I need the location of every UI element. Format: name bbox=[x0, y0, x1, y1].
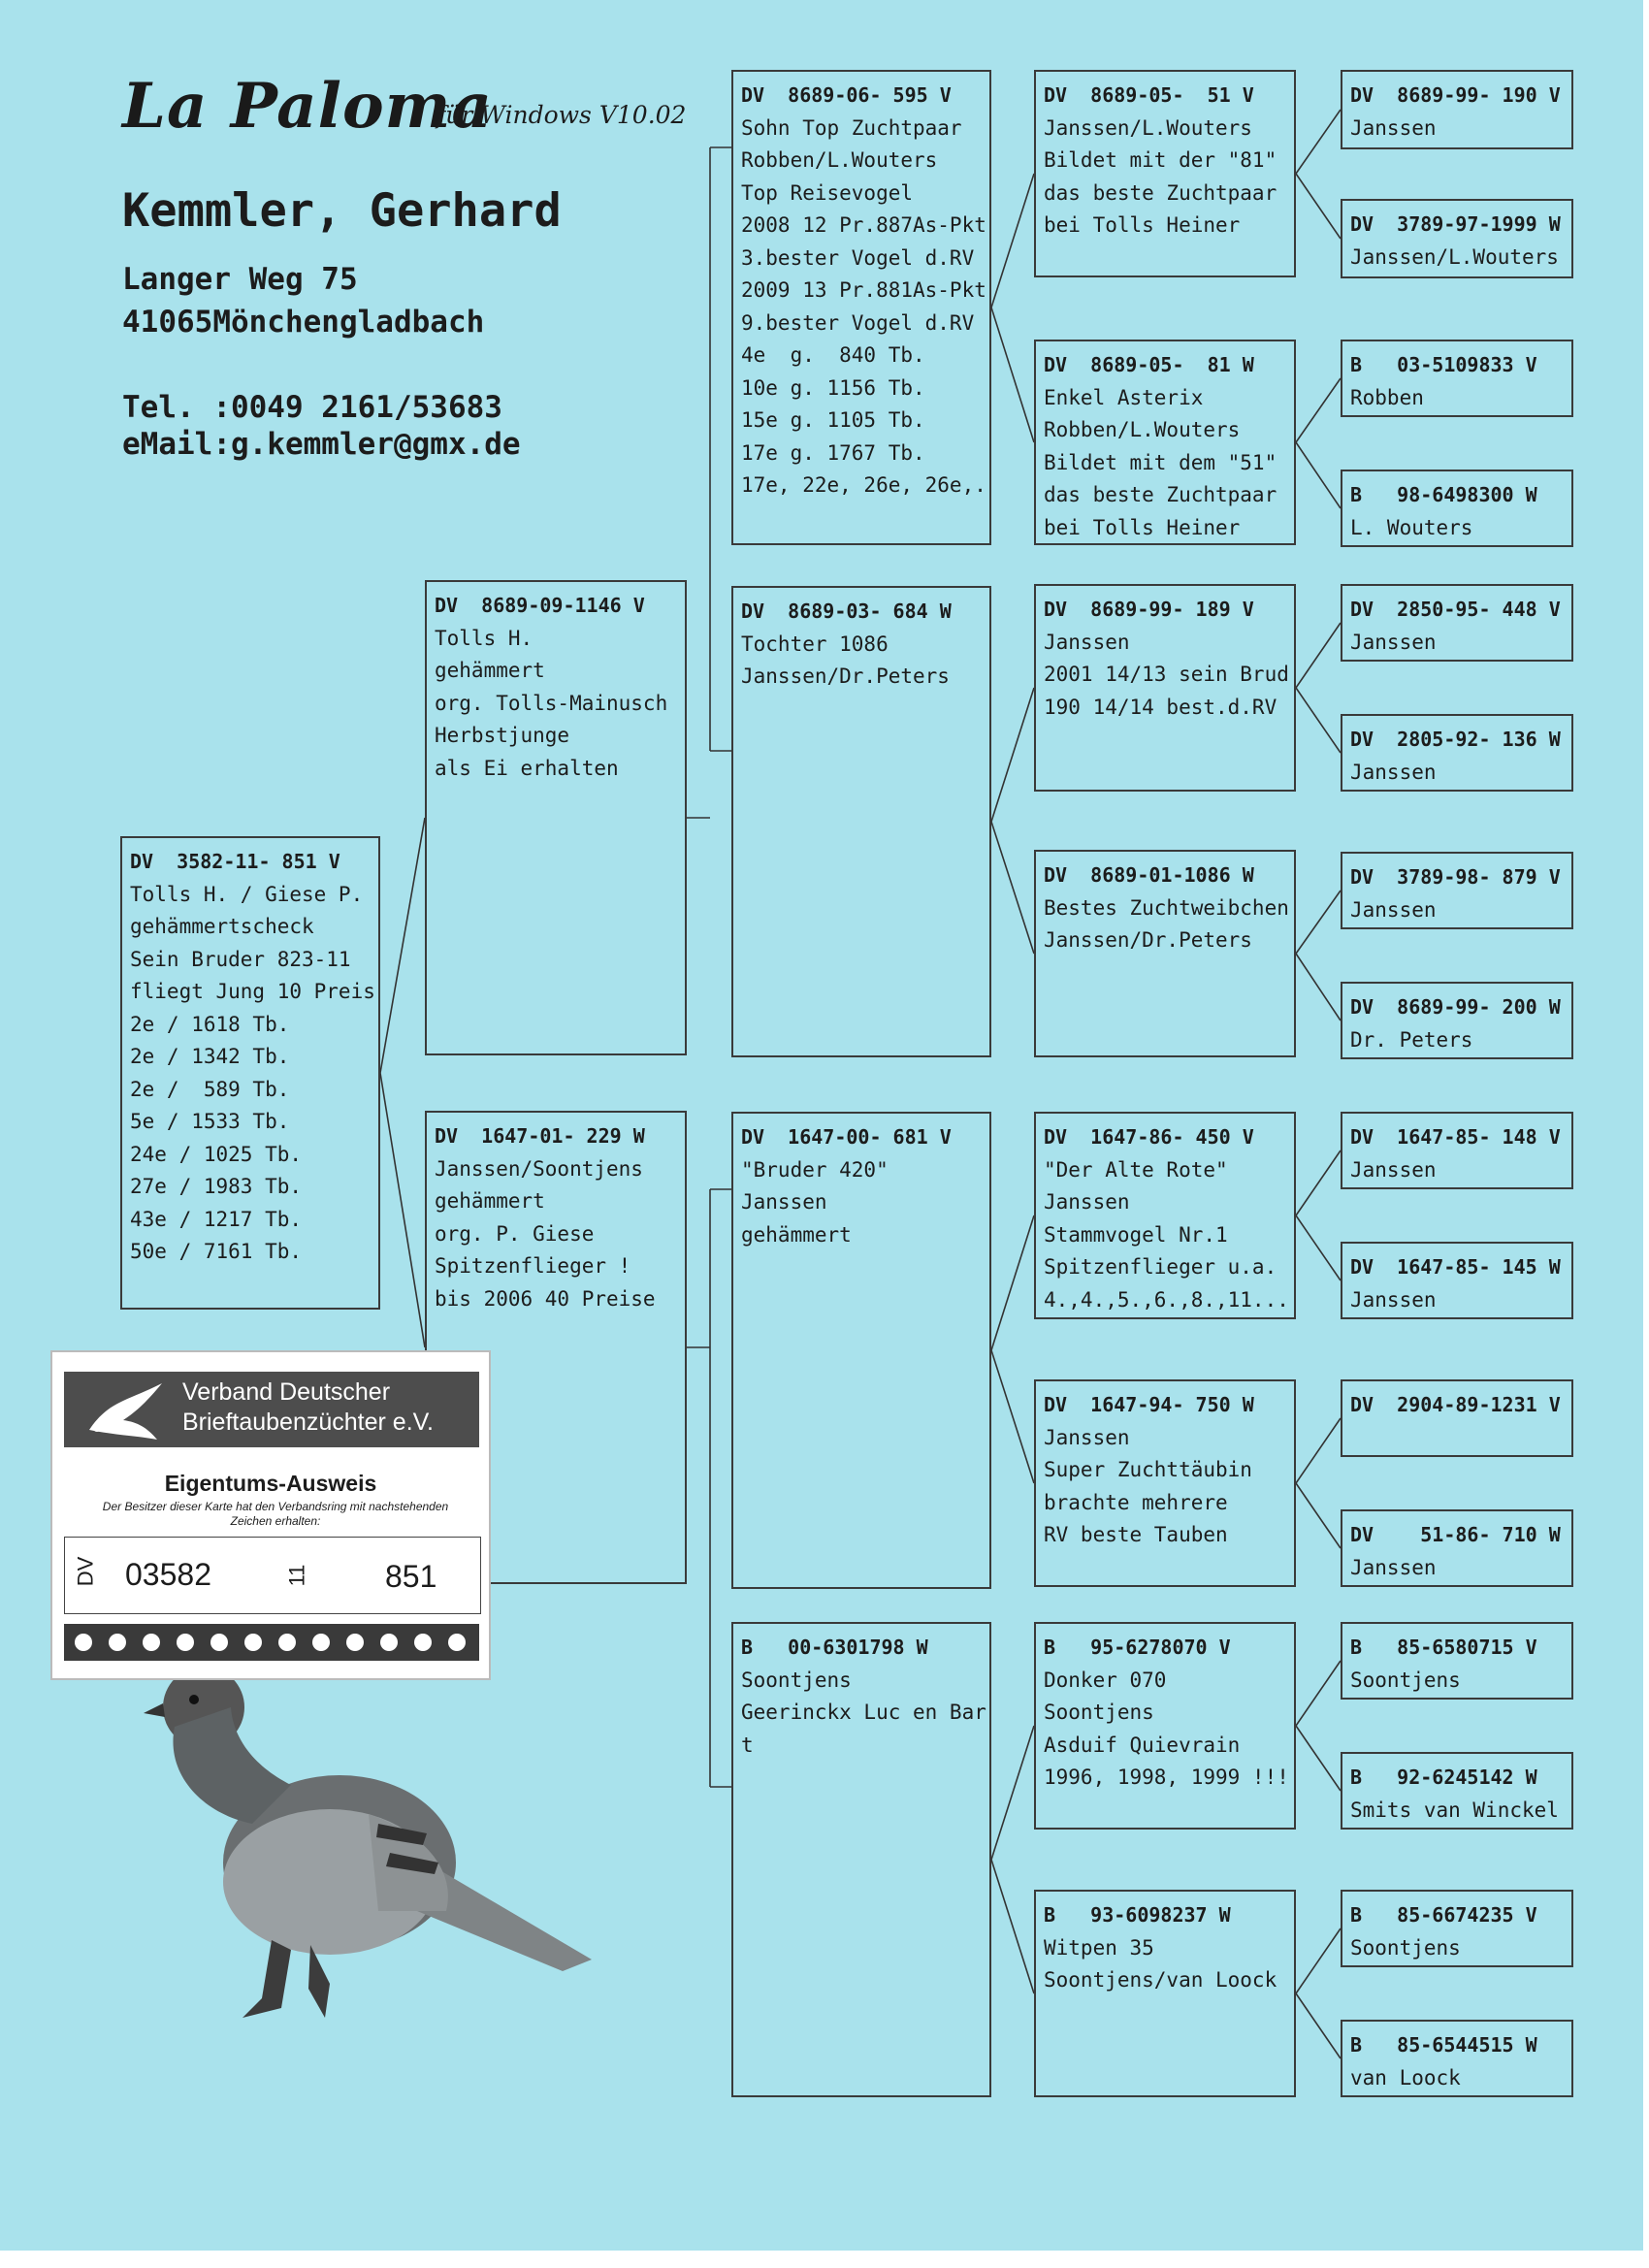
pedigree-line: gehämmert bbox=[741, 1222, 852, 1247]
pedigree-box-g11 bbox=[1341, 1379, 1573, 1457]
pedigree-line: Janssen bbox=[741, 1190, 827, 1214]
pedigree-line: brachte mehrere bbox=[1044, 1490, 1228, 1514]
pedigree-line: Super Zuchttäubin bbox=[1044, 1458, 1252, 1481]
pedigree-line: Witpen 35 bbox=[1044, 1935, 1154, 1960]
pedigree-line: Janssen/Dr.Peters bbox=[741, 664, 950, 688]
pedigree-line: Spitzenflieger u.a. bbox=[1044, 1255, 1277, 1279]
pedigree-line: Janssen/L.Wouters bbox=[1044, 115, 1252, 140]
pedigree-line: Herbstjunge bbox=[435, 724, 570, 747]
pedigree-line: 1996, 1998, 1999 !!! bbox=[1044, 1766, 1289, 1789]
ring-number: B 85-6580715 V bbox=[1350, 1636, 1537, 1659]
card-org-line2: Brieftaubenzüchter e.V. bbox=[182, 1409, 434, 1436]
connector-line bbox=[1296, 891, 1341, 954]
pedigree-line: Bestes Zuchtweibchen bbox=[1044, 895, 1289, 920]
connector-line bbox=[991, 1860, 1034, 1993]
pedigree-box-fmf bbox=[1034, 584, 1296, 792]
pedigree-line: RV beste Tauben bbox=[1044, 1523, 1228, 1546]
pedigree-box-g12 bbox=[1341, 1509, 1573, 1587]
pedigree-line: Bildet mit der "81" bbox=[1044, 148, 1277, 172]
pedigree-box-fmm bbox=[1034, 850, 1296, 1057]
ring-number: DV 8689-05- 51 V bbox=[1044, 83, 1254, 107]
connector-line bbox=[991, 688, 1034, 822]
owner-name: Kemmler, Gerhard bbox=[122, 184, 562, 238]
pedigree-box-g4 bbox=[1341, 470, 1573, 547]
card-header bbox=[64, 1372, 479, 1447]
ring-number: B 85-6544515 W bbox=[1350, 2033, 1537, 2057]
ring-number: DV 8689-99- 190 V bbox=[1350, 83, 1561, 107]
pedigree-box-fm bbox=[731, 586, 991, 1057]
connector-line bbox=[1296, 688, 1341, 753]
pedigree-box-mm bbox=[731, 1622, 991, 2097]
pedigree-line: Dr. Peters bbox=[1350, 1027, 1473, 1052]
pedigree-line: 15e g. 1105 Tb. bbox=[741, 408, 925, 432]
card-ring-prefix: DV bbox=[73, 1556, 98, 1587]
pedigree-line: das beste Zuchtpaar bbox=[1044, 483, 1277, 506]
pedigree-box-mf bbox=[731, 1112, 991, 1589]
dove-logo-icon bbox=[70, 1372, 177, 1447]
pedigree-line: t bbox=[741, 1733, 754, 1757]
software-logo: La Paloma bbox=[122, 70, 493, 143]
ring-number: DV 8689-05- 81 W bbox=[1044, 353, 1254, 376]
pedigree-line: Sein Bruder 823-11 bbox=[130, 947, 351, 971]
connector-line bbox=[991, 822, 1034, 954]
pedigree-box-mfm bbox=[1034, 1379, 1296, 1587]
pedigree-line: 190 14/14 best.d.RV bbox=[1044, 695, 1277, 719]
pedigree-line: Janssen/L.Wouters bbox=[1350, 244, 1559, 269]
pedigree-line: 3.bester Vogel d.RV bbox=[741, 245, 975, 270]
pedigree-line: 10e g. 1156 Tb. bbox=[741, 375, 925, 400]
pedigree-line: 2e / 589 Tb. bbox=[130, 1077, 290, 1101]
pedigree-box-g8 bbox=[1341, 982, 1573, 1059]
pedigree-box-g16 bbox=[1341, 2020, 1573, 2097]
connector-line bbox=[1296, 1483, 1341, 1548]
card-ring-number-value: 851 bbox=[385, 1559, 437, 1594]
connector-line bbox=[1296, 1726, 1341, 1791]
pedigree-line: 17e, 22e, 26e, 26e,. bbox=[741, 473, 986, 497]
card-ring-number bbox=[64, 1537, 481, 1614]
pedigree-line: Robben bbox=[1350, 385, 1424, 409]
pedigree-line: gehämmertscheck bbox=[130, 915, 314, 938]
pedigree-line: 5e / 1533 Tb. bbox=[130, 1110, 290, 1133]
pedigree-line: Soontjens bbox=[1044, 1701, 1154, 1724]
owner-city: 41065Mönchengladbach bbox=[122, 305, 485, 340]
pedigree-line: bei Tolls Heiner bbox=[1044, 515, 1241, 539]
ring-number: B 03-5109833 V bbox=[1350, 353, 1537, 376]
pedigree-box-g10 bbox=[1341, 1242, 1573, 1319]
pedigree-line: Soontjens bbox=[1350, 1668, 1461, 1692]
pedigree-line: Donker 070 bbox=[1044, 1668, 1167, 1692]
ring-number: DV 1647-85- 148 V bbox=[1350, 1125, 1561, 1149]
card-ring-year: 11 bbox=[284, 1564, 309, 1587]
connector-line bbox=[1296, 623, 1341, 688]
pedigree-line: Janssen bbox=[1350, 760, 1437, 784]
pedigree-box-g5 bbox=[1341, 584, 1573, 662]
ring-number: DV 8689-99- 189 V bbox=[1044, 598, 1254, 621]
connector-line bbox=[991, 174, 1034, 308]
pedigree-line: Janssen bbox=[1350, 897, 1437, 922]
pedigree-line: Janssen bbox=[1350, 630, 1437, 654]
pedigree-line: das beste Zuchtpaar bbox=[1044, 180, 1277, 205]
ring-number: DV 3582-11- 851 V bbox=[130, 850, 340, 873]
pedigree-line: Tolls H. bbox=[435, 626, 534, 650]
pedigree-line: 50e / 7161 Tb. bbox=[130, 1240, 303, 1263]
pedigree-line: Top Reisevogel bbox=[741, 180, 914, 205]
pedigree-line: "Bruder 420" bbox=[741, 1157, 889, 1182]
pedigree-box-g9 bbox=[1341, 1112, 1573, 1189]
ring-number: DV 51-86- 710 W bbox=[1350, 1523, 1561, 1546]
ring-number: DV 3789-98- 879 V bbox=[1350, 865, 1561, 889]
pedigree-box-fff bbox=[1034, 70, 1296, 277]
pedigree-line: L. Wouters bbox=[1350, 515, 1473, 539]
pedigree-box-g6 bbox=[1341, 714, 1573, 792]
pedigree-line: als Ei erhalten bbox=[435, 756, 619, 780]
pedigree-line: Janssen bbox=[1350, 1555, 1437, 1579]
ring-number: B 98-6498300 W bbox=[1350, 483, 1537, 506]
connector-line bbox=[1296, 110, 1341, 174]
pedigree-line: 2009 13 Pr.881As-Pkt bbox=[741, 278, 986, 302]
pedigree-line: fliegt Jung 10 Preis bbox=[130, 980, 375, 1003]
pedigree-line: Janssen bbox=[1044, 1190, 1130, 1214]
pedigree-box-g15 bbox=[1341, 1890, 1573, 1967]
connector-line bbox=[1296, 1418, 1341, 1483]
pedigree-box-ff bbox=[731, 70, 991, 545]
pedigree-line: 9.bester Vogel d.RV bbox=[741, 310, 975, 335]
owner-street: Langer Weg 75 bbox=[122, 262, 358, 297]
pedigree-line: Asduif Quievrain bbox=[1044, 1733, 1241, 1757]
pedigree-line: Tochter 1086 bbox=[741, 632, 889, 656]
pedigree-line: Janssen bbox=[1044, 630, 1130, 654]
pedigree-line: 17e g. 1767 Tb. bbox=[741, 440, 925, 465]
connector-line bbox=[380, 818, 425, 1073]
owner-email: eMail:g.kemmler@gmx.de bbox=[122, 427, 521, 462]
pedigree-box-g13 bbox=[1341, 1622, 1573, 1700]
pedigree-box-mmf bbox=[1034, 1622, 1296, 1830]
connector-line bbox=[991, 1215, 1034, 1350]
card-ornament-band bbox=[64, 1624, 479, 1661]
connector-line bbox=[1296, 1150, 1341, 1215]
pedigree-box-g14 bbox=[1341, 1752, 1573, 1830]
pedigree-line: 2e / 1618 Tb. bbox=[130, 1012, 290, 1036]
connector-line bbox=[1296, 1928, 1341, 1993]
card-org-name bbox=[182, 1377, 434, 1438]
ring-number: DV 8689-99- 200 W bbox=[1350, 995, 1561, 1019]
connector-line bbox=[1296, 174, 1341, 239]
ring-number: DV 8689-03- 684 W bbox=[741, 599, 952, 623]
pedigree-line: 4e g. 840 Tb. bbox=[741, 343, 925, 367]
ring-number: DV 1647-86- 450 V bbox=[1044, 1125, 1254, 1149]
pedigree-box-g3 bbox=[1341, 340, 1573, 417]
pedigree-box-g7 bbox=[1341, 852, 1573, 929]
ring-number: DV 3789-97-1999 W bbox=[1350, 212, 1561, 236]
connector-line bbox=[991, 1726, 1034, 1860]
connector-line bbox=[1296, 1661, 1341, 1726]
ring-number: DV 1647-94- 750 W bbox=[1044, 1393, 1254, 1416]
pedigree-box-mmm bbox=[1034, 1890, 1296, 2097]
ring-number: DV 2904-89-1231 V bbox=[1350, 1393, 1561, 1416]
ring-number: DV 1647-01- 229 W bbox=[435, 1124, 645, 1148]
pedigree-line: Robben/L.Wouters bbox=[1044, 418, 1241, 441]
connector-line bbox=[1296, 954, 1341, 1021]
pedigree-line: gehämmert bbox=[435, 1189, 545, 1213]
ring-number: DV 8689-09-1146 V bbox=[435, 594, 645, 617]
connector-line bbox=[1296, 378, 1341, 442]
pedigree-line: 2008 12 Pr.887As-Pkt bbox=[741, 213, 986, 237]
pedigree-line: Tolls H. / Giese P. bbox=[130, 882, 364, 906]
ring-number: DV 2805-92- 136 W bbox=[1350, 728, 1561, 751]
ring-number: B 85-6674235 V bbox=[1350, 1903, 1537, 1927]
ownership-card bbox=[50, 1350, 491, 1680]
software-version: für Windows V10.02 bbox=[436, 101, 687, 129]
pedigree-line: 43e / 1217 Tb. bbox=[130, 1207, 303, 1231]
connector-line bbox=[1296, 442, 1341, 508]
pedigree-line: Janssen bbox=[1350, 115, 1437, 140]
pedigree-line: Enkel Asterix bbox=[1044, 385, 1204, 409]
pedigree-line: Soontjens bbox=[741, 1668, 852, 1692]
pedigree-line: Bildet mit dem "51" bbox=[1044, 450, 1277, 474]
pedigree-line: Sohn Top Zuchtpaar bbox=[741, 115, 962, 140]
ring-number: B 95-6278070 V bbox=[1044, 1636, 1231, 1659]
pedigree-line: org. P. Giese bbox=[435, 1221, 595, 1246]
pedigree-line: Soontjens/van Loock bbox=[1044, 1968, 1277, 1992]
pedigree-box-subject bbox=[120, 836, 380, 1310]
ring-number: DV 1647-00- 681 V bbox=[741, 1125, 952, 1149]
pedigree-line: 27e / 1983 Tb. bbox=[130, 1175, 303, 1198]
pedigree-line: 2e / 1342 Tb. bbox=[130, 1045, 290, 1068]
card-description: Der Besitzer dieser Karte hat den Verbandsring mit nachstehenden Zeichen erhalten: bbox=[102, 1500, 449, 1528]
pedigree-box-ffm bbox=[1034, 340, 1296, 545]
owner-phone: Tel. :0049 2161/53683 bbox=[122, 390, 502, 425]
pedigree-box-father bbox=[425, 580, 687, 1055]
card-title: Eigentums-Ausweis bbox=[164, 1471, 377, 1496]
pedigree-line: Robben/L.Wouters bbox=[741, 148, 938, 172]
pedigree-box-g1 bbox=[1341, 70, 1573, 149]
pedigree-line: Janssen bbox=[1350, 1287, 1437, 1312]
connector-line bbox=[710, 1189, 731, 1787]
pedigree-line: Janssen/Dr.Peters bbox=[1044, 928, 1252, 952]
connector-line bbox=[380, 1073, 425, 1347]
pedigree-line: 24e / 1025 Tb. bbox=[130, 1142, 303, 1166]
connector-line bbox=[991, 308, 1034, 442]
pedigree-line: "Der Alte Rote" bbox=[1044, 1157, 1228, 1182]
ring-number: B 93-6098237 W bbox=[1044, 1903, 1231, 1927]
pedigree-line: Geerinckx Luc en Bar bbox=[741, 1701, 986, 1724]
connector-line bbox=[1296, 1215, 1341, 1280]
ring-number: DV 8689-01-1086 W bbox=[1044, 863, 1254, 887]
pedigree-line: Smits van Winckel bbox=[1350, 1798, 1559, 1822]
pedigree-box-g2 bbox=[1341, 199, 1573, 278]
pedigree-line: Janssen bbox=[1044, 1425, 1130, 1449]
connector-line bbox=[991, 1350, 1034, 1483]
pedigree-line: Stammvogel Nr.1 bbox=[1044, 1222, 1228, 1247]
pedigree-line: van Loock bbox=[1350, 2065, 1461, 2090]
ring-number: B 00-6301798 W bbox=[741, 1636, 928, 1659]
connector-line bbox=[1296, 1993, 1341, 2058]
connector-line bbox=[710, 147, 731, 751]
card-ring-club: 03582 bbox=[125, 1557, 211, 1592]
ring-number: DV 1647-85- 145 W bbox=[1350, 1255, 1561, 1279]
pedigree-line: Soontjens bbox=[1350, 1935, 1461, 1960]
pedigree-line: Janssen/Soontjens bbox=[435, 1156, 643, 1181]
pedigree-line: gehämmert bbox=[435, 659, 545, 682]
pedigree-line: 2001 14/13 sein Brud bbox=[1044, 663, 1289, 686]
pedigree-line: bis 2006 40 Preise bbox=[435, 1286, 656, 1311]
ring-number: DV 2850-95- 448 V bbox=[1350, 598, 1561, 621]
pigeon-illustration bbox=[136, 1669, 601, 2057]
pedigree-line: bei Tolls Heiner bbox=[1044, 213, 1241, 237]
ring-number: B 92-6245142 W bbox=[1350, 1766, 1537, 1789]
ring-number: DV 8689-06- 595 V bbox=[741, 83, 952, 107]
pedigree-line: Spitzenflieger ! bbox=[435, 1254, 631, 1278]
card-org-line1: Verband Deutscher bbox=[182, 1378, 391, 1406]
pedigree-line: org. Tolls-Mainusch bbox=[435, 691, 668, 715]
pedigree-box-mff bbox=[1034, 1112, 1296, 1319]
pedigree-line: Janssen bbox=[1350, 1157, 1437, 1182]
pedigree-line: 4.,4.,5.,6.,8.,11... bbox=[1044, 1287, 1289, 1312]
